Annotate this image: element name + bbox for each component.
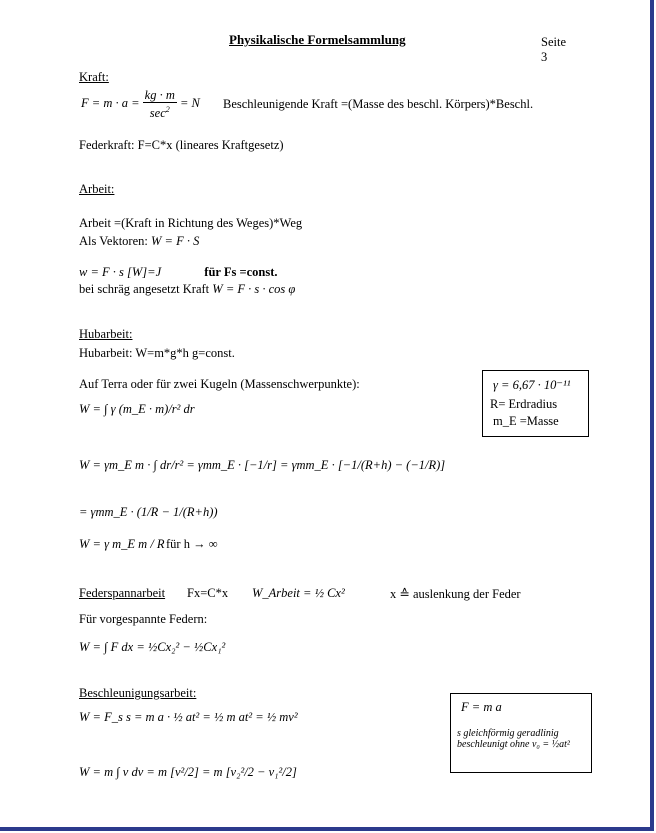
page-label: Seite [541,35,566,49]
masse-label: m_E =Masse [493,414,559,428]
federspann-heading: Federspannarbeit [79,586,166,600]
kraft-fraction [143,88,177,120]
gamma-value: γ = 6,67 · 10⁻¹¹ [493,378,571,392]
federspann-w-arbeit: W_Arbeit = ½ Cx² [252,586,345,600]
hubarbeit-eq2: W = γm_E m · ∫ dr/r² = γmm_E · [−1/r] = γmm_E · [−1/(R+h) − (−1/R)] [79,458,446,472]
newton-formula: F = m a [461,700,502,714]
arbeit-line4-prefix: bei schräg angesetzt Kraft [79,282,213,296]
erdradius-label: R= Erdradius [490,397,558,411]
kraft-fraction-den [143,103,177,120]
federspann-note: x ≙ auslenkung der Feder [390,587,521,601]
hubarbeit-eq4: W = γ m_E m / R [79,537,165,551]
kraft-formula-rhs: = N [180,95,200,110]
beschleunigung-eq2: W = m ∫ v dv = m [v²/2] = m [v₂²/2 − v₁²/2] [79,765,297,779]
hubarbeit-eq4-note: für h → ∞ [166,537,218,551]
arbeit-vector-formula: W = F · S [151,234,200,248]
arbeit-cos-formula: W = F · s · cos φ [212,282,296,296]
federkraft-line: Federkraft: F=C*x (lineares Kraftgesetz) [79,138,284,152]
kraft-formula-lhs: F = m · a = [81,95,140,110]
newton-box [450,693,592,773]
beschleunigung-heading: Beschleunigungsarbeit: [79,686,197,700]
hubarbeit-eq3: = γmm_E · (1/R − 1/(R+h)) [79,505,218,519]
kraft-heading: Kraft: [79,70,109,84]
arbeit-scalar-formula: w = F · s [W]=J [79,265,162,279]
arbeit-line3 [79,265,278,280]
hubarbeit-heading: Hubarbeit: [79,327,133,341]
weg-formula: s gleichförmig geradlinig beschleunigt ohne v₀ = ½at² [457,728,570,750]
federspann-fx: Fx=C*x [187,586,229,600]
kraft-formula [81,88,200,120]
federspann-line2: Für vorgespannte Federn: [79,612,208,626]
arbeit-line2-prefix: Als Vektoren: [79,234,151,248]
arbeit-const-note: für Fs =const. [204,265,278,279]
document-title: Physikalische Formelsammlung [229,32,406,47]
hubarbeit-eq1: W = ∫ γ (m_E · m)/r² dr [79,402,195,416]
arbeit-line1: Arbeit =(Kraft in Richtung des Weges)*Weg [79,216,303,230]
federspann-eq: W = ∫ F dx = ½Cx₂² − ½Cx₁² [79,640,226,654]
arbeit-line2 [79,234,199,249]
gravitation-constant-box [482,370,589,437]
kraft-den-text: sec [149,106,166,121]
kraft-description: Beschleunigende Kraft =(Masse des beschl. Körpers)*Beschl. [223,97,534,111]
arbeit-line4 [79,282,295,297]
page-number: 3 [541,50,548,64]
kraft-den-exp: 2 [165,105,170,114]
beschleunigung-eq1: W = F_s s = m a · ½ at² = ½ m at² = ½ mv² [79,710,298,724]
kraft-fraction-num: kg · m [144,88,175,102]
arbeit-heading: Arbeit: [79,182,115,196]
hubarbeit-line2: Auf Terra oder für zwei Kugeln (Massenschwerpunkte): [79,377,360,391]
hubarbeit-line1: Hubarbeit: W=m*g*h g=const. [79,346,235,360]
